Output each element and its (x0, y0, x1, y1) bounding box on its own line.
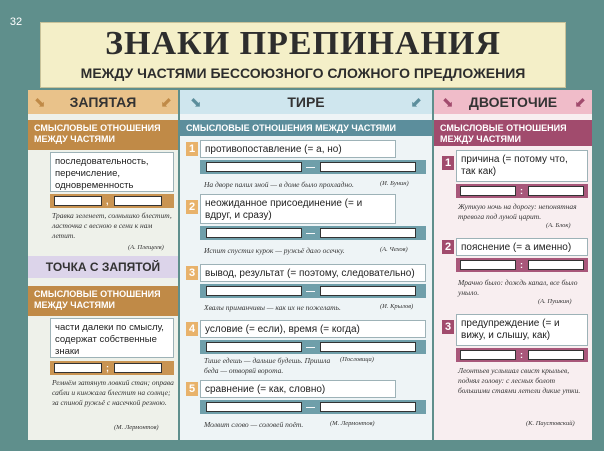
card-meaning: последовательность, перечисление, одновременность (50, 152, 174, 192)
scheme (50, 361, 174, 375)
example-source: (А. Пушкин) (538, 298, 572, 305)
example-text: Молвит слово — соловей поёт. (204, 420, 304, 429)
example-source: (Пословица) (340, 356, 374, 363)
arrow-icon: ⬋ (160, 94, 172, 110)
scheme-separator: — (306, 228, 315, 238)
scheme-separator: ; (106, 363, 109, 373)
scheme-slot (528, 260, 584, 270)
example-source: (И. Бунин) (380, 180, 409, 187)
scheme-slot (460, 186, 516, 196)
scheme (456, 348, 588, 362)
page-number: 32 (9, 16, 23, 28)
arrow-icon: ⬋ (410, 94, 422, 110)
scheme (200, 400, 426, 414)
arrow-icon: ⬊ (442, 94, 454, 110)
scheme-slot (460, 260, 516, 270)
item-number: 3 (186, 266, 198, 280)
scheme-slot (206, 162, 302, 172)
column-head-dash: ТИРЕ (180, 90, 432, 114)
example-source: (А. Чехов) (380, 246, 408, 253)
item-number: 4 (186, 322, 198, 336)
column-colon (434, 90, 592, 440)
scheme-slot (528, 186, 584, 196)
scheme-slot (206, 228, 302, 238)
column-head-comma: ЗАПЯТАЯ (28, 90, 178, 114)
scheme-slot (114, 196, 162, 206)
example-text: Мрачно было: дождь капал, все было уныло. (458, 278, 578, 297)
card-meaning: части далеки по смыслу, содержат собственные знаки (50, 318, 174, 358)
column-head-colon: ДВОЕТОЧИЕ (434, 90, 592, 114)
scheme-slot (320, 342, 416, 352)
scheme-slot (320, 402, 416, 412)
scheme-slot (206, 402, 302, 412)
column-comma (28, 90, 178, 440)
item-number: 2 (186, 200, 198, 214)
scheme-separator: , (106, 196, 109, 206)
example-text: Испит спустил курок — ружьё дало осечку. (204, 246, 345, 255)
scheme-slot (528, 350, 584, 360)
scheme-slot (206, 286, 302, 296)
example-text: Травка зеленеет, солнышко блестит, ласточка с весною в сени к нам летит. (52, 211, 172, 240)
example-source: (А. Блок) (546, 222, 571, 229)
item-meaning: вывод, результат (= поэтому, следовательно) (200, 264, 426, 282)
item-number: 1 (186, 142, 198, 156)
scheme (200, 160, 426, 174)
item-number: 2 (442, 240, 454, 254)
item-meaning: сравнение (= как, словно) (200, 380, 396, 398)
scheme-slot (114, 363, 162, 373)
scheme-slot (54, 363, 102, 373)
scheme (200, 284, 426, 298)
column-dash (180, 90, 432, 440)
scheme-separator: — (306, 402, 315, 412)
scheme-separator: — (306, 286, 315, 296)
example-text: Тише едешь — дальше будешь. Пришла беда — отворяй ворота. (204, 356, 331, 375)
band-relations: СМЫСЛОВЫЕ ОТНОШЕНИЯ МЕЖДУ ЧАСТЯМИ (434, 120, 592, 146)
item-number: 3 (442, 320, 454, 334)
scheme (200, 340, 426, 354)
title-box (40, 22, 566, 88)
item-meaning: неожиданное присоединение (= и вдруг, и сразу) (200, 194, 396, 224)
item-meaning: предупреждение (= и вижу, и слышу, как) (456, 314, 588, 346)
example-source: (М. Лермонтов) (330, 420, 375, 427)
example-source: (И. Крылов) (380, 303, 414, 310)
arrow-icon: ⬊ (34, 94, 46, 110)
example-text: На дворе палил зной — в доме было прохладно. (204, 180, 354, 189)
example-text: Хвалы приманчивы — как их не пожелать. (204, 303, 341, 312)
example-text: Ремнём затянут ловкий стан; оправа сабли и кинжала блестит на солнце; за спиной ружьё с насечкой резною. (52, 378, 174, 407)
item-meaning: противопоставление (= а, но) (200, 140, 396, 158)
band-relations: СМЫСЛОВЫЕ ОТНОШЕНИЯ МЕЖДУ ЧАСТЯМИ (180, 120, 432, 136)
scheme-separator: : (520, 260, 523, 270)
scheme (456, 258, 588, 272)
arrow-icon: ⬊ (190, 94, 202, 110)
item-number: 1 (442, 156, 454, 170)
item-meaning: пояснение (= а именно) (456, 238, 588, 256)
scheme-separator: : (520, 350, 523, 360)
scheme-slot (320, 286, 416, 296)
scheme-slot (206, 342, 302, 352)
item-meaning: причина (= потому что, так как) (456, 150, 588, 182)
page-subtitle: МЕЖДУ ЧАСТЯМИ БЕССОЮЗНОГО СЛОЖНОГО ПРЕДЛОЖЕНИЯ (80, 65, 526, 81)
scheme-slot (320, 228, 416, 238)
page-title: ЗНАКИ ПРЕПИНАНИЯ (105, 25, 501, 62)
band-relations: СМЫСЛОВЫЕ ОТНОШЕНИЯ МЕЖДУ ЧАСТЯМИ (28, 120, 178, 150)
example-text: Жуткую ночь на дорогу: непонятная тревога под луной царит. (458, 202, 577, 221)
scheme (50, 194, 174, 208)
band-relations: СМЫСЛОВЫЕ ОТНОШЕНИЯ МЕЖДУ ЧАСТЯМИ (28, 286, 178, 316)
scheme-separator: — (306, 162, 315, 172)
scheme-slot (320, 162, 416, 172)
arrow-icon: ⬋ (574, 94, 586, 110)
scheme-separator: — (306, 342, 315, 352)
scheme (200, 226, 426, 240)
item-number: 5 (186, 382, 198, 396)
example-source: (А. Плещеев) (128, 244, 164, 251)
example-text: Леонтьев услышал свист крыльев, поднял голову: с лесных болот большими стаями летели дикие утки. (458, 366, 581, 395)
example-source: (М. Лермонтов) (114, 424, 159, 431)
scheme-slot (460, 350, 516, 360)
example-source: (К. Паустовский) (526, 420, 575, 427)
scheme-separator: : (520, 186, 523, 196)
subhead-semicolon: ТОЧКА С ЗАПЯТОЙ (28, 256, 178, 278)
scheme (456, 184, 588, 198)
item-meaning: условие (= если), время (= когда) (200, 320, 426, 338)
scheme-slot (54, 196, 102, 206)
